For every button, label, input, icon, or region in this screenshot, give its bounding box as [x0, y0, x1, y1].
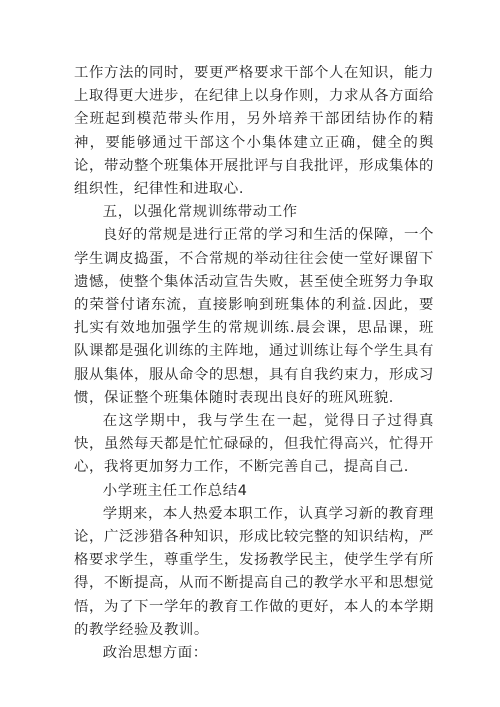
section-heading-summary-4: 小学班主任工作总结4 — [102, 482, 248, 499]
section-heading-five: 五，以强化常规训练带动工作 — [102, 204, 298, 221]
paragraph-teaching-summary: 学期来，本人热爱本职工作，认真学习新的教育理论，广泛涉猎各种知识，形成比较完整的知识结构，严格要求学生，尊重学生，发扬教学民主，使学生学有所得，不断提高，从而不断提高自己的教学水平和思想觉悟，为了下一学年的教育工作做的更好，本人的本学期的教学经验及教训。 — [74, 505, 434, 638]
paragraph-semester-reflection: 在这学期中，我与学生在一起，觉得日子过得真快，虽然每天都是忙忙碌碌的，但我忙得高兴，忙得开心，我将更加努力工作，不断完善自己，提高自己. — [74, 413, 434, 476]
section-heading-political-thought: 政治思想方面： — [102, 645, 208, 662]
paragraph-continuation: 工作方法的同时，要更严格要求干部个人在知识，能力上取得更大进步，在纪律上以身作则，力求从各方面给全班起到模范带头作用，另外培养干部团结协作的精神，要能够通过干部这个小集体建立正确，健全的舆论，带动整个班集体开展批评与自我批评，形成集体的组织性，纪律性和进取心. — [74, 65, 434, 198]
paragraph-routine-training: 良好的常规是进行正常的学习和生活的保障，一个学生调皮捣蛋，不合常规的举动往往会使一堂好课留下遗憾，使整个集体活动宣告失败，甚至使全班努力争取的荣誉付诸东流，直接影响到班集体的利益.因此，要扎实有效地加强学生的常规训练.晨会课，思品课，班队课都是强化训练的主阵地，通过训练让每个学生具有服从集体，服从命令的思想，具有自我约束力，形成习惯，保证整个班集体随时表现出良好的班风班貌. — [74, 227, 434, 406]
document-body — [74, 62, 434, 665]
